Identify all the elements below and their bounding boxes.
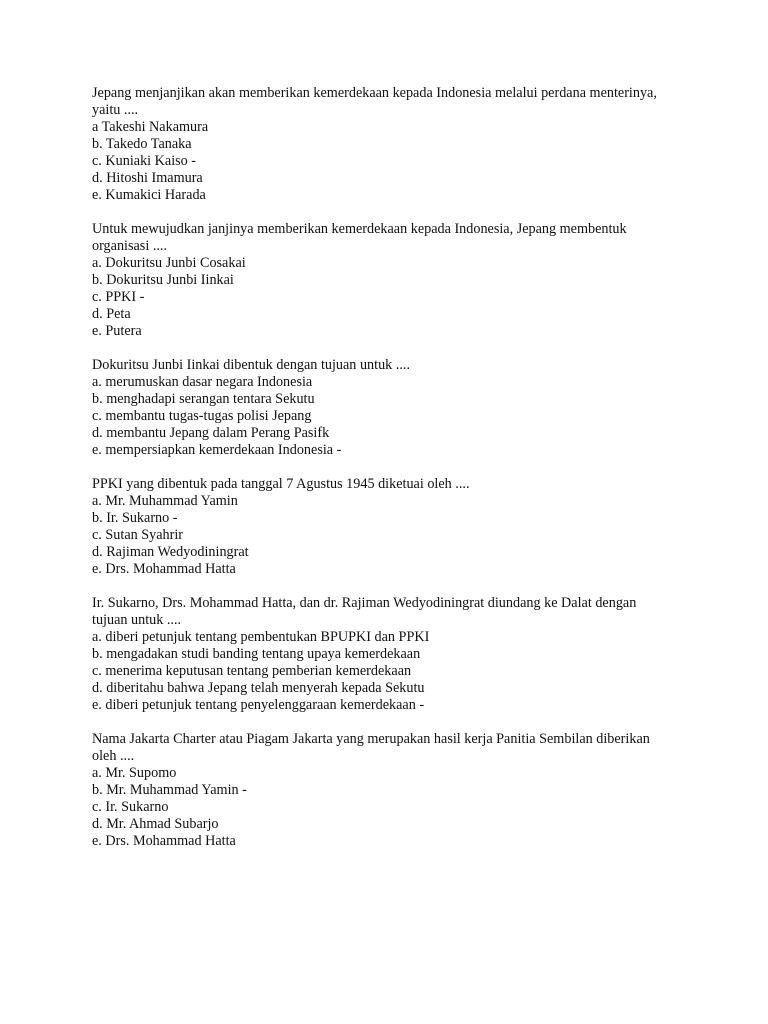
answer-option-b: b. Mr. Muhammad Yamin - (92, 782, 247, 798)
answer-option-c: c. menerima keputusan tentang pemberian kemerdekaan (92, 663, 412, 679)
answer-option-c: c. membantu tugas-tugas polisi Jepang (92, 408, 312, 424)
answer-option-a: a Takeshi Nakamura (92, 119, 209, 135)
answer-option-a: a. Mr. Supomo (92, 765, 177, 781)
answer-option-d: d. membantu Jepang dalam Perang Pasifk (92, 425, 330, 441)
answer-option-b: b. mengadakan studi banding tentang upaya kemerdekaan (92, 646, 421, 662)
question-text: Ir. Sukarno, Drs. Mohammad Hatta, dan dr. Rajiman Wedyodiningrat diundang ke Dalat dengan tujuan untuk .... (92, 595, 637, 628)
question-text: Nama Jakarta Charter atau Piagam Jakarta yang merupakan hasil kerja Panitia Sembilan diberikan oleh .... (92, 731, 650, 764)
answer-option-a: a. diberi petunjuk tentang pembentukan BPUPKI dan PPKI (92, 629, 430, 645)
answer-option-b: b. Ir. Sukarno - (92, 510, 178, 526)
answer-option-e: e. mempersiapkan kemerdekaan Indonesia - (92, 442, 342, 458)
answer-option-b: b. Takedo Tanaka (92, 136, 192, 152)
question-4 (92, 476, 672, 578)
answer-option-e: e. Kumakici Harada (92, 187, 206, 203)
answer-option-d: d. Mr. Ahmad Subarjo (92, 816, 219, 832)
question-6 (92, 731, 672, 850)
document-page (92, 85, 672, 867)
answer-option-a: a. Mr. Muhammad Yamin (92, 493, 238, 509)
answer-option-e: e. diberi petunjuk tentang penyelenggaraan kemerdekaan - (92, 697, 425, 713)
answer-option-d: d. diberitahu bahwa Jepang telah menyerah kepada Sekutu (92, 680, 425, 696)
question-text: PPKI yang dibentuk pada tanggal 7 Agustus 1945 diketuai oleh .... (92, 476, 470, 492)
answer-option-a: a. Dokuritsu Junbi Cosakai (92, 255, 246, 271)
answer-option-b: b. menghadapi serangan tentara Sekutu (92, 391, 315, 407)
answer-option-d: d. Hitoshi Imamura (92, 170, 203, 186)
answer-option-c: c. Ir. Sukarno (92, 799, 169, 815)
question-text: Untuk mewujudkan janjinya memberikan kemerdekaan kepada Indonesia, Jepang membentuk organisasi .... (92, 221, 627, 254)
question-5 (92, 595, 672, 714)
answer-option-d: d. Peta (92, 306, 131, 322)
answer-option-a: a. merumuskan dasar negara Indonesia (92, 374, 313, 390)
answer-option-e: e. Putera (92, 323, 142, 339)
question-3 (92, 357, 672, 459)
answer-option-c: c. PPKI - (92, 289, 145, 305)
answer-option-e: e. Drs. Mohammad Hatta (92, 561, 236, 577)
question-text: Dokuritsu Junbi Iinkai dibentuk dengan tujuan untuk .... (92, 357, 410, 373)
answer-option-b: b. Dokuritsu Junbi Iinkai (92, 272, 234, 288)
answer-option-c: c. Kuniaki Kaiso - (92, 153, 197, 169)
question-2 (92, 221, 672, 340)
answer-option-e: e. Drs. Mohammad Hatta (92, 833, 236, 849)
question-text: Jepang menjanjikan akan memberikan kemerdekaan kepada Indonesia melalui perdana menterinya, yaitu .... (92, 85, 657, 118)
answer-option-c: c. Sutan Syahrir (92, 527, 184, 543)
answer-option-d: d. Rajiman Wedyodiningrat (92, 544, 249, 560)
question-1 (92, 85, 672, 204)
